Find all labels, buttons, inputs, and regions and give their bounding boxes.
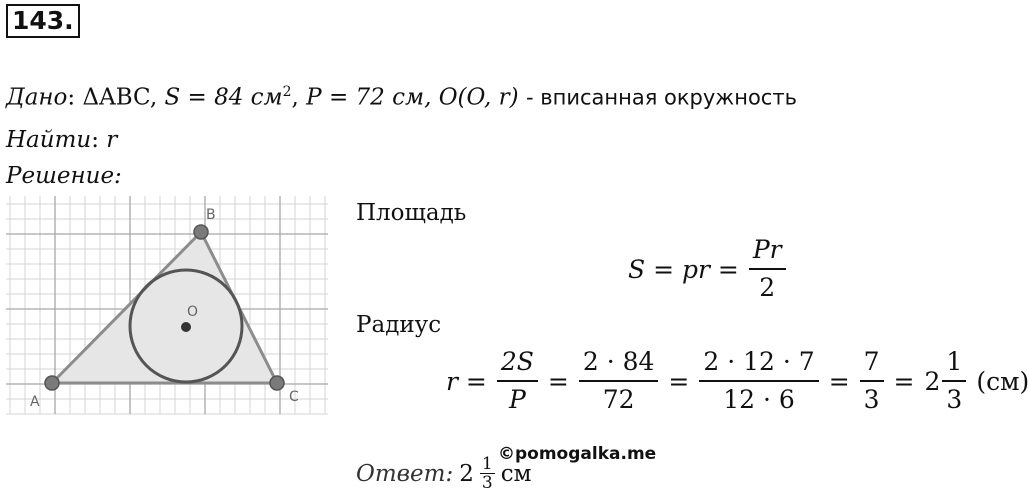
radius-mixed [925,344,967,418]
radius-frac-3-num: 2 · 12 · 7 [699,344,818,382]
solution-label: Решение: [6,163,122,189]
given-line: Дано: ΔABC, S = 84 $см^2$, P = 72 см, O(O, r) - вписанная окружность [6,84,797,111]
answer-label: Ответ: [356,460,454,487]
eq-1: = [547,366,569,396]
answer-unit: см [500,460,532,487]
radius-frac-1-den: P [508,385,526,414]
task-number: 143. [6,4,80,38]
answer-line [356,455,531,492]
given-area: S = 84 см [164,84,283,111]
find-value: r [106,127,118,153]
point-o [181,322,191,332]
point-b [194,225,208,239]
eq-2: = [668,366,690,396]
radius-frac-1 [497,344,538,418]
find-label: Найти [6,127,92,153]
area-formula [628,232,786,306]
radius-frac-5-num: 1 [942,344,966,382]
label-a: A [30,394,40,410]
radius-frac-4 [860,344,884,418]
radius-frac-3 [699,344,818,418]
eq-4: = [893,366,915,396]
radius-formula-lhs: r = [446,366,487,396]
area-formula-lhs: S = pr = [628,254,739,284]
given-triangle: ΔABC [82,84,150,111]
radius-frac-2 [579,344,659,418]
radius-title: Радиус [356,312,442,338]
given-circle-desc: - вписанная окружность [525,85,797,110]
answer-fraction [480,455,495,492]
given-label: Дано [6,84,68,111]
radius-unit: (см) [976,366,1029,396]
triangle-abc [52,232,277,383]
label-b: B [206,207,216,223]
answer-whole: 2 [459,460,474,487]
area-fraction [749,232,786,306]
radius-frac-2-den: 72 [602,385,635,414]
radius-frac-5 [942,344,966,418]
label-c: C [289,389,299,405]
radius-mixed-whole: 2 [924,366,941,396]
radius-frac-4-den: 3 [863,385,880,414]
triangle-figure [6,196,328,414]
area-title: Площадь [356,200,467,226]
area-fraction-den: 2 [759,273,776,302]
given-perimeter: P = 72 см, [306,84,432,111]
radius-frac-4-num: 7 [860,344,884,382]
radius-frac-1-num: 2S [497,344,538,382]
area-fraction-num: Pr [749,232,786,270]
radius-frac-3-den: 12 · 6 [723,385,795,414]
point-a [45,376,59,390]
given-area-exp: 2 [282,84,292,100]
find-line: Найти: r [6,127,118,153]
radius-frac-2-num: 2 · 84 [579,344,659,382]
label-o: O [187,304,199,320]
eq-3: = [828,366,850,396]
given-circle: O(O, r) [438,84,519,111]
radius-formula [446,344,1029,418]
answer-fraction-den: 3 [481,473,493,493]
watermark: ©pomogalka.me [498,444,657,464]
point-c [270,376,284,390]
answer-fraction-num: 1 [481,454,493,474]
radius-frac-5-den: 3 [946,385,963,414]
